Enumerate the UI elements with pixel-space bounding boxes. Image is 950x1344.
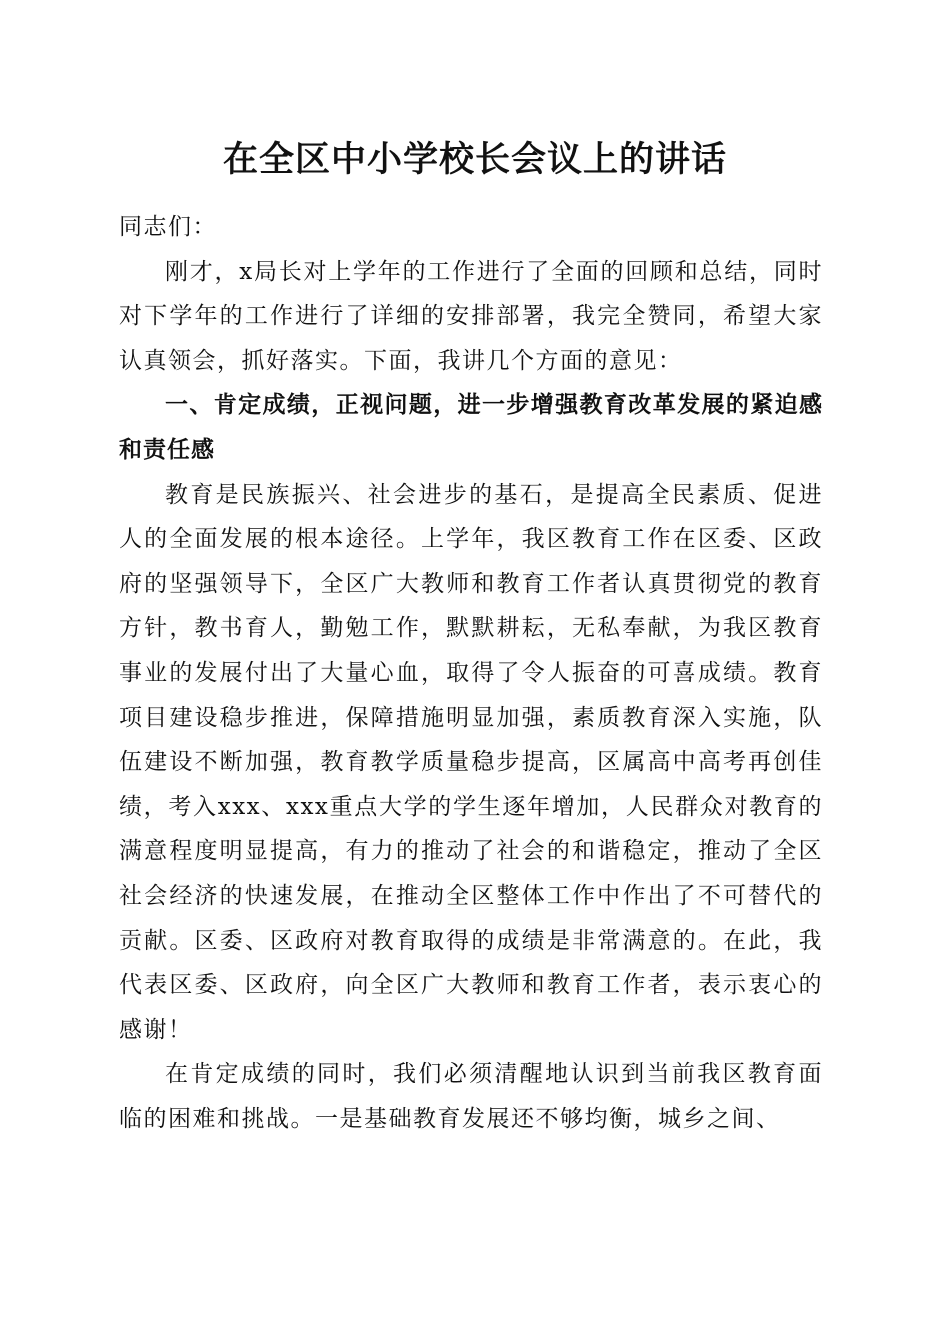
document-title: 在全区中小学校长会议上的讲话 — [222, 139, 727, 180]
salutation: 同志们： — [119, 214, 217, 240]
paragraph-achievements: 教育是民族振兴、社会进步的基石，是提高全民素质、促进人的全面发展的根本途径。上学年，我区教育工作在区委、区政府的坚强领导下，全区广大教师和教育工作者认真贯彻党的教育方针，教书育人，勤勉工作，默默耕耘，无私奉献，为我区教育事业的发展付出了大量心血，取得了令人振奋的可喜成绩。教育项目建设稳步推进，保障措施明显加强，素质教育深入实施，队伍建设不断加强，教育教学质量稳步提高，区属高中高考再创佳绩，考入xxx、xxx重点大学的学生逐年增加，人民群众对教育的满意程度明显提高，有力的推动了社会的和谐稳定，推动了全区社会经济的快速发展，在推动全区整体工作中作出了不可替代的贡献。区委、区政府对教育取得的成绩是非常满意的。在此，我代表区委、区政府，向全区广大教师和教育工作者，表示衷心的感谢！ — [119, 481, 823, 1043]
document-body — [119, 205, 823, 1141]
section-heading-1: 一、肯定成绩，正视问题，进一步增强教育改革发展的紧迫感和责任感 — [119, 392, 823, 463]
paragraph-challenges: 在肯定成绩的同时，我们必须清醒地认识到当前我区教育面临的困难和挑战。一是基础教育发展还不够均衡，城乡之间、 — [119, 1061, 823, 1132]
paragraph-intro: 刚才，x局长对上学年的工作进行了全面的回顾和总结，同时对下学年的工作进行了详细的安排部署，我完全赞同，希望大家认真领会，抓好落实。下面，我讲几个方面的意见： — [119, 258, 823, 374]
